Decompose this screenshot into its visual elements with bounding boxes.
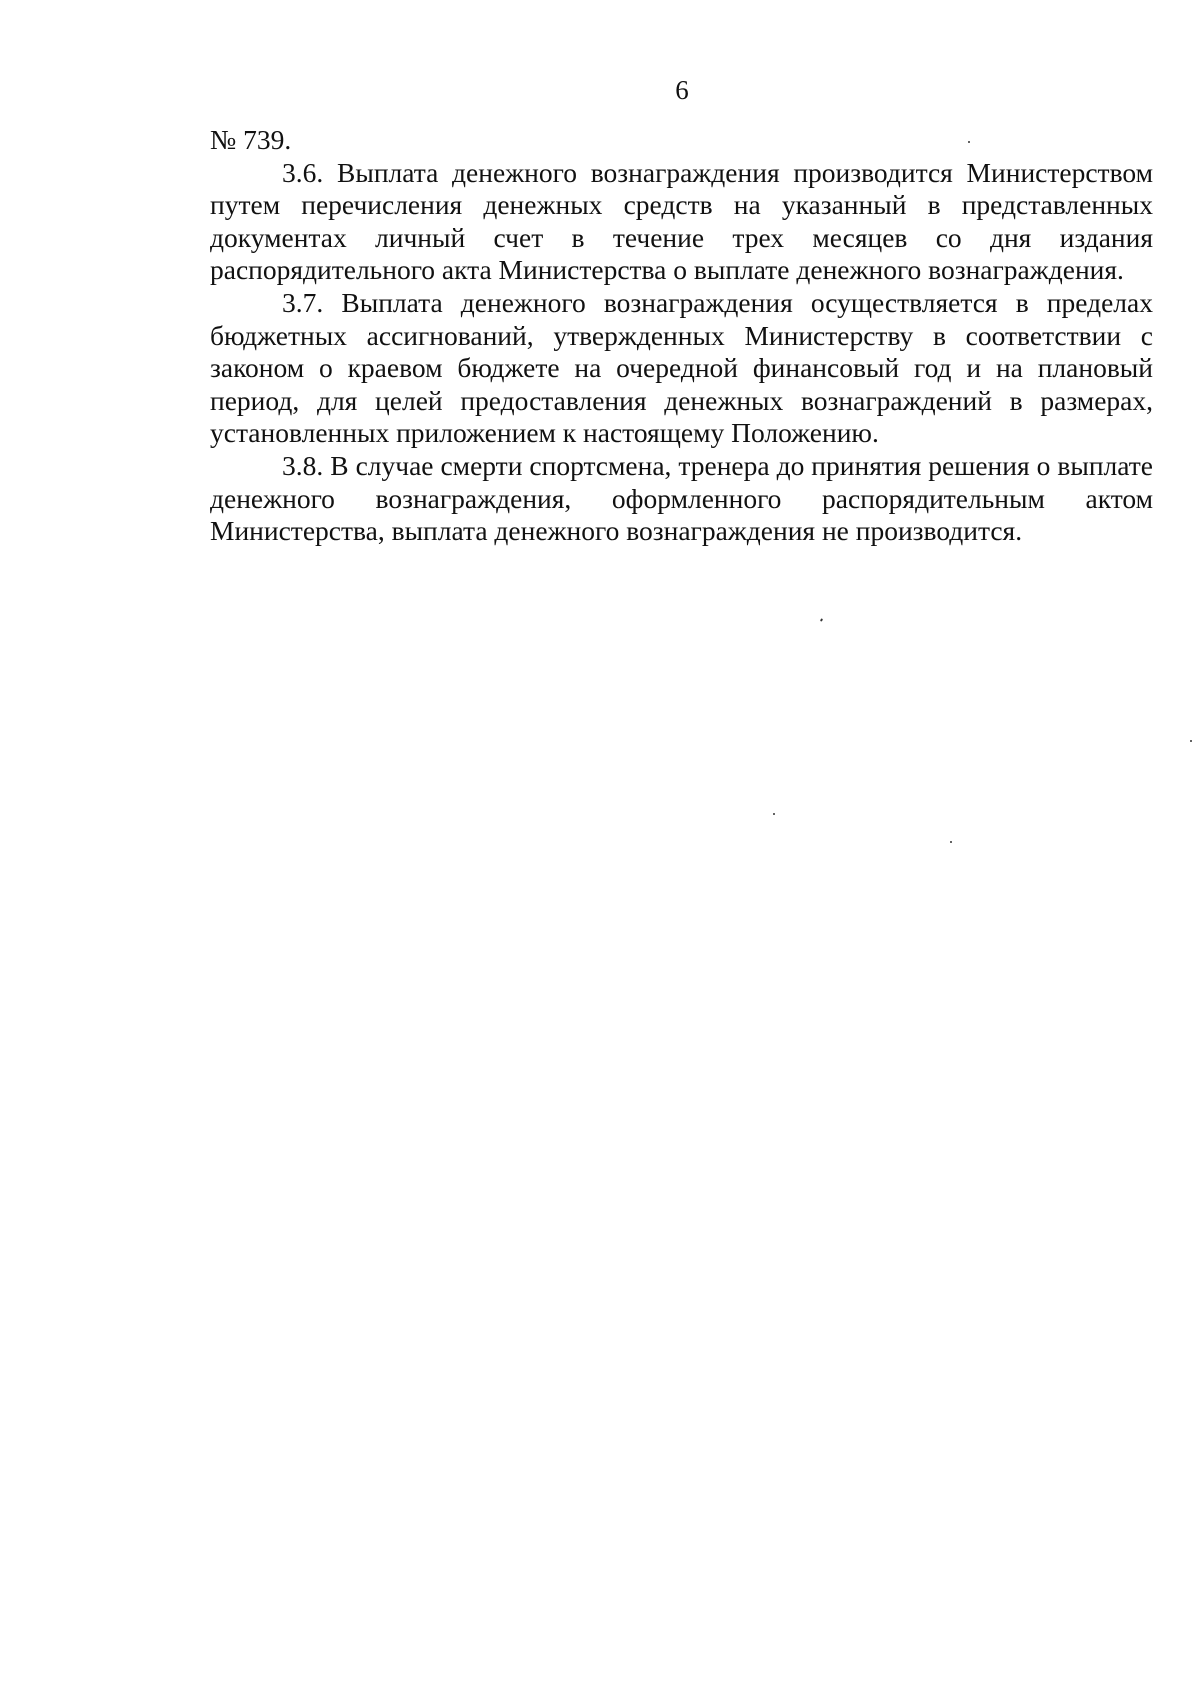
scan-speck: [773, 813, 775, 815]
paragraph-3-8: 3.8. В случае смерти спортсмена, тренера до принятия решения о выплате денежного вознаграждения, оформленного распорядительным актом Министерства, выплата денежного вознаграждения не производится.: [210, 449, 1153, 547]
scan-speck: [820, 618, 823, 622]
paragraph-3-7: 3.7. Выплата денежного вознаграждения осуществляется в пределах бюджетных ассигнований, утвержденных Министерству в соответствии с законом о краевом бюджете на очередной финансовый год и на плановый период, для целей предоставления денежных вознаграждений в размерах, установленных приложением к настоящему Положению.: [210, 286, 1153, 449]
page-number: 6: [675, 75, 689, 105]
continuation-line: № 739.: [210, 124, 292, 155]
document-body: [210, 124, 1153, 548]
scan-speck: [968, 141, 970, 143]
scan-speck: [1190, 740, 1192, 742]
scan-speck: [950, 841, 952, 843]
paragraph-3-6: 3.6. Выплата денежного вознаграждения производится Министерством путем перечисления денежных средств на указанный в представленных документах личный счет в течение трех месяцев со дня издания распорядительного акта Министерства о выплате денежного вознаграждения.: [210, 156, 1153, 286]
